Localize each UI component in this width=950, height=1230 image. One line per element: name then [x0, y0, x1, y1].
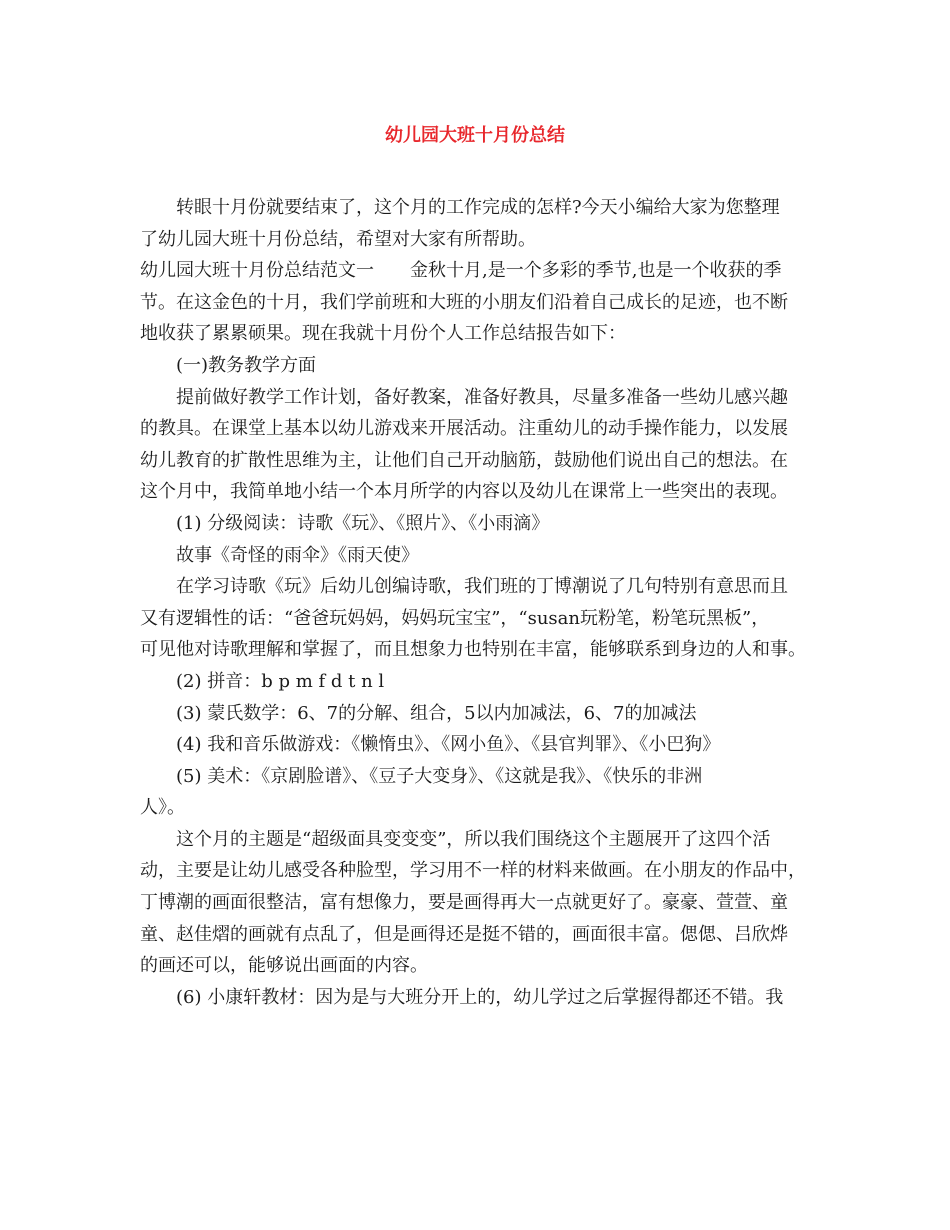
document-title: 幼儿园大班十月份总结 — [385, 125, 565, 146]
list-item: (5) 美术：《京剧脸谱》、《豆子大变身》、《这就是我》、《快乐的非洲 — [176, 765, 703, 787]
paragraph-line: 幼儿教育的扩散性思维为主，让他们自己开动脑筋，鼓励他们说出自己的想法。在 — [140, 449, 788, 471]
document-body — [140, 192, 820, 1013]
paragraph-line: 故事《奇怪的雨伞》《雨天使》 — [176, 544, 419, 566]
paragraph-line: 人》。 — [140, 797, 185, 819]
paragraph-line: 又有逻辑性的话：“爸爸玩妈妈，妈妈玩宝宝”，“susan玩粉笔，粉笔玩黑板”， — [140, 607, 770, 629]
paragraph-line: 丁博潮的画面很整洁，富有想像力，要是画得再大一点就更好了。豪豪、萱萱、童 — [140, 892, 788, 914]
paragraph-line: 地收获了累累硕果。现在我就十月份个人工作总结报告如下： — [140, 323, 626, 345]
paragraph-line: 的教具。在课堂上基本以幼儿游戏来开展活动。注重幼儿的动手操作能力，以发展 — [140, 418, 788, 440]
paragraph-line: 这个月的主题是“超级面具变变变”，所以我们围绕这个主题展开了这四个活 — [176, 828, 771, 850]
paragraph-line: 可见他对诗歌理解和掌握了，而且想象力也特别在丰富，能够联系到身边的人和事。 — [140, 639, 806, 661]
paragraph-line: 幼儿园大班十月份总结范文一 金秋十月,是一个多彩的季节,也是一个收获的季 — [140, 260, 782, 282]
paragraph-line: 节。在这金色的十月，我们学前班和大班的小朋友们沿着自己成长的足迹，也不断 — [140, 291, 788, 313]
paragraph-line: 了幼儿园大班十月份总结，希望对大家有所帮助。 — [140, 228, 536, 250]
list-item: (4) 我和音乐做游戏：《懒惰虫》、《网小鱼》、《县官判罪》、《小巴狗》 — [176, 734, 721, 756]
list-item: (2) 拼音：b p m f d t n l — [176, 670, 385, 692]
paragraph-line: 童、赵佳熠的画就有点乱了，但是画得还是挺不错的，画面很丰富。偲偲、吕欣烨 — [140, 923, 788, 945]
list-item: (3) 蒙氏数学：6、7的分解、组合，5以内加减法，6、7的加减法 — [176, 702, 697, 724]
paragraph-line: 的画还可以，能够说出画面的内容。 — [140, 955, 428, 977]
paragraph-line: 转眼十月份就要结束了，这个月的工作完成的怎样?今天小编给大家为您整理 — [176, 197, 780, 218]
paragraph-line: 动，主要是让幼儿感受各种脸型，学习用不一样的材料来做画。在小朋友的作品中， — [140, 860, 806, 882]
paragraph-line: 提前做好教学工作计划，备好教案，准备好教具，尽量多准备一些幼儿感兴趣 — [176, 386, 788, 408]
list-item: (1) 分级阅读：诗歌《玩》、《照片》、《小雨滴》 — [176, 512, 550, 534]
list-item: (6) 小康轩教材：因为是与大班分开上的，幼儿学过之后掌握得都还不错。我 — [176, 986, 784, 1008]
paragraph-line: 这个月中，我简单地小结一个本月所学的内容以及幼儿在课常上一些突出的表现。 — [140, 481, 788, 503]
section-heading: (一)教务教学方面 — [176, 354, 317, 376]
paragraph-line: 在学习诗歌《玩》后幼儿创编诗歌，我们班的丁博潮说了几句特别有意思而且 — [176, 576, 788, 598]
